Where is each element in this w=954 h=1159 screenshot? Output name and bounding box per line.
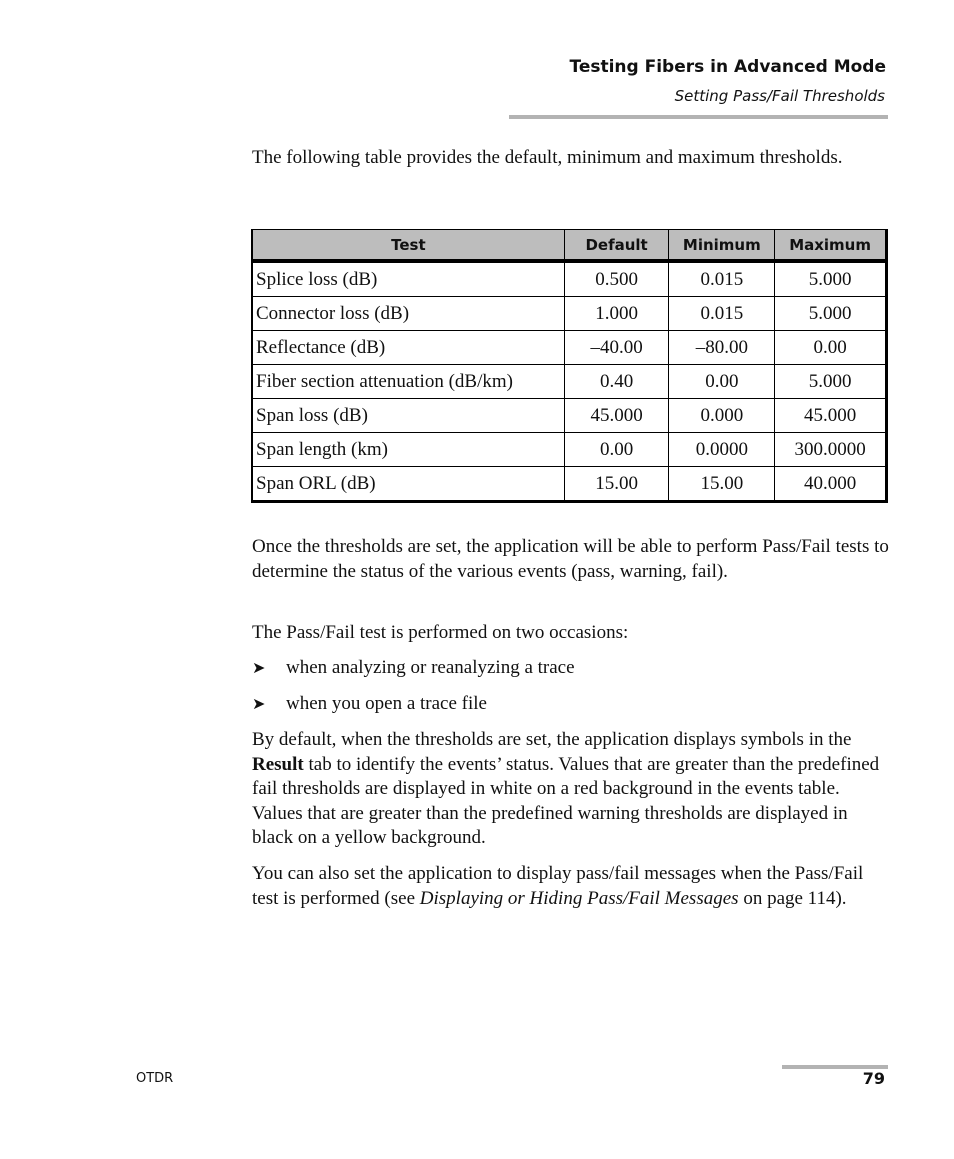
default-behavior-paragraph [252,728,892,851]
occasions-paragraph: The Pass/Fail test is performed on two occasions: [252,622,629,643]
running-header-title: Testing Fibers in Advanced Mode [569,57,886,77]
maximum-cell: 5.000 [775,297,887,331]
paragraph-text: on page 114). [738,887,847,909]
minimum-cell: 15.00 [669,467,775,502]
arrow-bullet-icon: ➤ [252,658,266,677]
minimum-cell: 0.00 [669,365,775,399]
default-cell: –40.00 [564,331,669,365]
minimum-cell: 0.015 [669,261,775,297]
thresholds-table [251,229,888,503]
minimum-cell: 0.000 [669,399,775,433]
page-number: 79 [862,1069,885,1088]
test-name-cell: Span loss (dB) [252,399,564,433]
maximum-cell: 45.000 [775,399,887,433]
paragraph-text: tab to identify the events’ status. Values that are greater than the predefined fail thresholds are displayed in white on a red background in the events table. Values that are greater than the predefined warning thresholds are displayed in black on a yellow background. [252,753,880,848]
intro-paragraph: The following table provides the default, minimum and maximum thresholds. [252,147,843,168]
default-cell: 15.00 [564,467,669,502]
cross-reference-link[interactable]: Displaying or Hiding Pass/Fail Messages [419,887,739,909]
default-cell: 0.500 [564,261,669,297]
thresholds-set-paragraph: Once the thresholds are set, the application will be able to perform Pass/Fail tests to determine the status of the various events (pass, warning, fail). [252,536,889,582]
column-header-minimum: Minimum [669,230,775,262]
paragraph-text: By default, when the thresholds are set, the application displays symbols in the [252,729,852,750]
table-row [252,399,887,433]
default-cell: 45.000 [564,399,669,433]
default-cell: 0.40 [564,365,669,399]
column-header-default: Default [564,230,669,262]
header-rule [509,115,888,119]
default-cell: 1.000 [564,297,669,331]
test-name-cell: Reflectance (dB) [252,331,564,365]
test-name-cell: Span length (km) [252,433,564,467]
test-name-cell: Splice loss (dB) [252,261,564,297]
footer-product: OTDR [136,1071,174,1086]
minimum-cell: 0.0000 [669,433,775,467]
running-header-subtitle: Setting Pass/Fail Thresholds [674,87,885,105]
maximum-cell: 0.00 [775,331,887,365]
table-row [252,261,887,297]
column-header-test: Test [252,230,564,262]
arrow-bullet-icon: ➤ [252,694,266,713]
bullet-text: when analyzing or reanalyzing a trace [286,657,575,678]
table-row [252,365,887,399]
paragraph-text: You can also set the application to display pass/fail messages when the Pass/Fail test is performed (see [252,863,864,909]
table-row [252,433,887,467]
default-cell: 0.00 [564,433,669,467]
table-row [252,297,887,331]
table-row [252,331,887,365]
test-name-cell: Connector loss (dB) [252,297,564,331]
messages-paragraph [252,862,892,911]
maximum-cell: 300.0000 [775,433,887,467]
table-header-row [252,230,887,262]
column-header-maximum: Maximum [775,230,887,262]
maximum-cell: 5.000 [775,261,887,297]
minimum-cell: 0.015 [669,297,775,331]
minimum-cell: –80.00 [669,331,775,365]
table-row [252,467,887,502]
bullet-text: when you open a trace file [286,693,487,714]
test-name-cell: Fiber section attenuation (dB/km) [252,365,564,399]
maximum-cell: 5.000 [775,365,887,399]
result-tab-term: Result [252,753,304,775]
maximum-cell: 40.000 [775,467,887,502]
test-name-cell: Span ORL (dB) [252,467,564,502]
